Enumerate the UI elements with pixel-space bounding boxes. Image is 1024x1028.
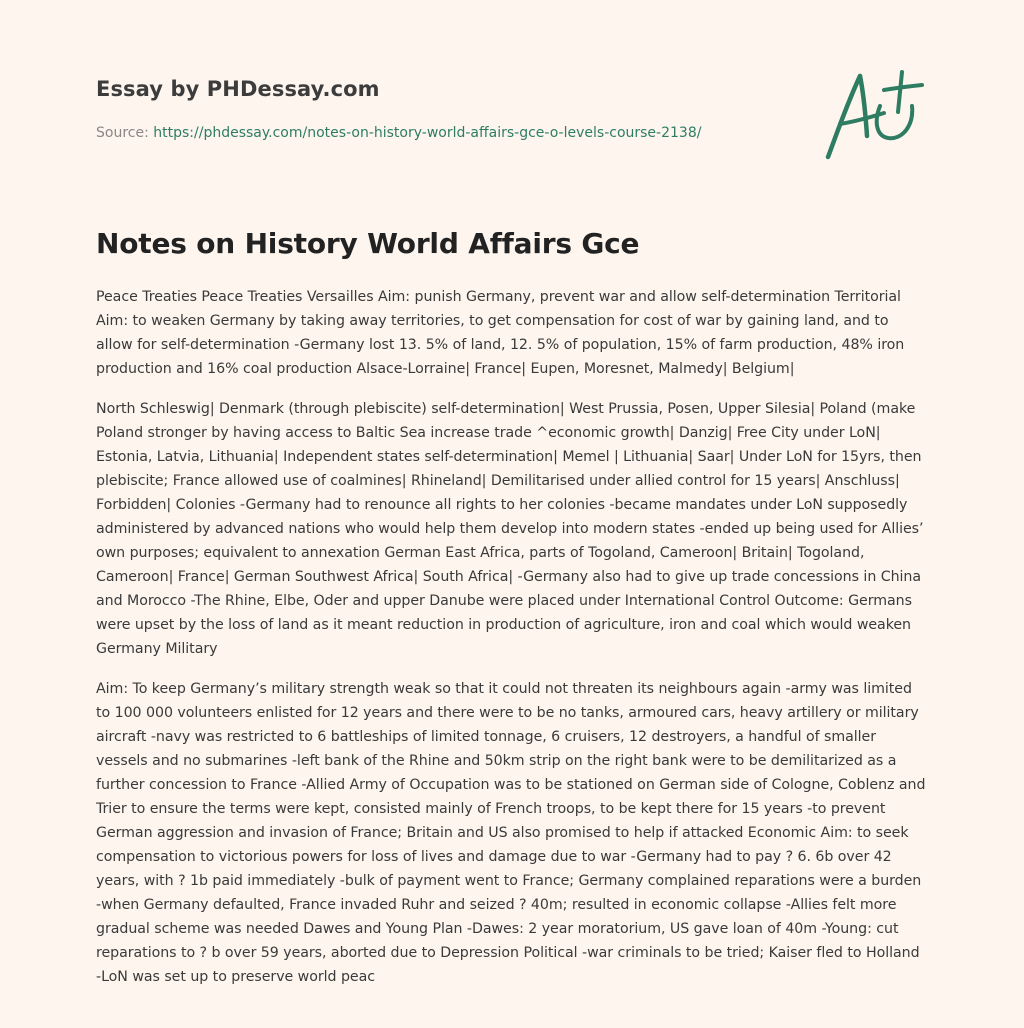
a-plus-logo-svg bbox=[818, 66, 928, 166]
essay-title: Notes on History World Affairs Gce bbox=[96, 227, 640, 260]
source-link[interactable]: https://phdessay.com/notes-on-history-world-affairs-gce-o-levels-course-2138/ bbox=[153, 125, 702, 141]
essay-paragraph: Peace Treaties Peace Treaties Versailles Aim: punish Germany, prevent war and allow self-determination Territorial Aim: to weaken Germany by taking away territories, to get compensation for cost of war by gaining land, and to allow for self-determination -Germany lost 13. 5% of land, 12. 5% of population, 15% of farm production, 48% iron production and 16% coal production Alsace-Lorraine| France| Eupen, Moresnet, Malmedy| Belgium| bbox=[96, 289, 905, 377]
essay-header bbox=[96, 74, 796, 143]
source-label: Source: bbox=[96, 125, 149, 141]
essay-paragraph: Aim: To keep Germany’s military strength weak so that it could not threaten its neighbours again -army was limited to 100 000 volunteers enlisted for 12 years and there were to be no tanks, armoured cars, heavy artillery or military aircraft -navy was restricted to 6 battleships of limited tonnage, 6 cruisers, 12 destroyers, a handful of smaller vessels and no submarines -left bank of the Rhine and 50km strip on the right bank were to be demilitarized as a further concession to France -Allied Army of Occupation was to be stationed on German side of Cologne, Coblenz and Trier to ensure the terms were kept, consisted mainly of French troops, to be kept there for 15 years -to prevent German aggression and invasion of France; Britain and US also promised to help if attacked Economic Aim: to seek compensation to victorious powers for loss of lives and damage due to war -Germany had to pay ? 6. 6b over 42 years, with ? 1b paid immediately -bulk of payment went to France; Germany complained reparations were a burden -when Germany defaulted, France invaded Ruhr and seized ? 40m; resulted in economic collapse -Allies felt more gradual scheme was needed Dawes and Young Plan -Dawes: 2 year moratorium, US gave loan of 40m -Young: cut reparations to ? b over 59 years, aborted due to Depression Political -war criminals to be tried; Kaiser fled to Holland -LoN was set up to preserve world peac bbox=[96, 681, 926, 985]
a-plus-logo-icon bbox=[818, 66, 928, 166]
source-line bbox=[96, 123, 796, 143]
essay-body bbox=[96, 285, 928, 1005]
essay-paragraph: North Schleswig| Denmark (through plebiscite) self-determination| West Prussia, Posen, Upper Silesia| Poland (make Poland stronger by having access to Baltic Sea increase trade ^economic growth| Danzig| Free City under LoN| Estonia, Latvia, Lithuania| Independent states self-determination| Memel | Lithuania| Saar| Under LoN for 15yrs, then plebiscite; France allowed use of coalmines| Rhineland| Demilitarised under allied control for 15 years| Anschluss| Forbidden| Colonies -Germany had to renounce all rights to her colonies -became mandates under LoN supposedly administered by advanced nations who would help them develop into modern states -ended up being used for Allies’ own purposes; equivalent to annexation German East Africa, parts of Togoland, Cameroon| Britain| Togoland, Cameroon| France| German Southwest Africa| South Africa| -Germany also had to give up trade concessions in China and Morocco -The Rhine, Elbe, Oder and upper Danube were placed under International Control Outcome: Germans were upset by the loss of land as it meant reduction in production of agriculture, iron and coal which would weaken Germany Military bbox=[96, 401, 924, 657]
brand-title: Essay by PHDessay.com bbox=[96, 77, 380, 101]
